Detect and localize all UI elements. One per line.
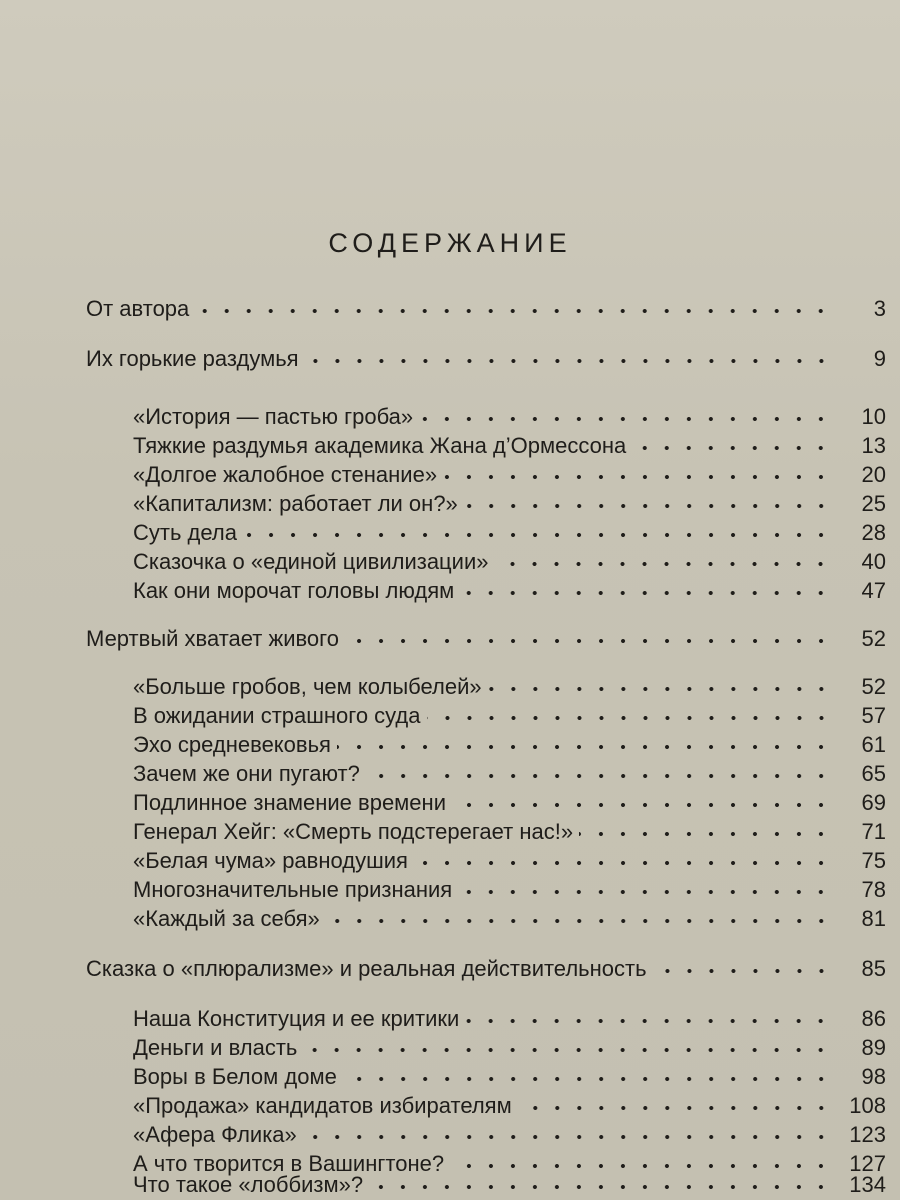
dot-leader xyxy=(303,1045,832,1055)
dot-leader xyxy=(366,771,832,781)
toc-page-number: 3 xyxy=(873,296,886,321)
toc-entry xyxy=(133,429,886,459)
dot-leader xyxy=(337,742,832,752)
dot-leader xyxy=(305,356,832,366)
toc-entry xyxy=(133,844,886,874)
toc-page-number: 123 xyxy=(849,1122,886,1147)
toc-entry xyxy=(86,622,886,652)
toc-page-number: 10 xyxy=(861,404,886,429)
toc-entry xyxy=(133,728,886,758)
toc-entry-label: «Афера Флика» xyxy=(133,1122,297,1147)
toc-page-number: 108 xyxy=(849,1093,886,1118)
toc-entry-label: Суть дела xyxy=(133,520,237,545)
toc-entry-label: От автора xyxy=(86,296,190,321)
toc-entry-label: Мертвый хватает живого xyxy=(86,626,339,651)
toc-entry xyxy=(133,1118,886,1148)
toc-page-number: 127 xyxy=(849,1151,886,1176)
toc-entry xyxy=(133,1031,886,1061)
dot-leader xyxy=(653,966,832,976)
toc-entry xyxy=(133,902,886,932)
toc-page-number: 52 xyxy=(861,674,886,699)
toc-page-number: 78 xyxy=(861,877,886,902)
dot-leader xyxy=(195,306,832,316)
dot-leader xyxy=(488,684,832,694)
toc-entry xyxy=(133,786,886,816)
toc-page-number: 86 xyxy=(861,1006,886,1031)
dot-leader xyxy=(369,1182,832,1192)
toc-entry-label: Эхо средневековья xyxy=(133,732,331,757)
toc-page-number: 75 xyxy=(861,848,886,873)
dot-leader xyxy=(464,501,832,511)
toc-entry xyxy=(133,1168,886,1198)
toc-page-number: 28 xyxy=(861,520,886,545)
toc-entry-label: Деньги и власть xyxy=(133,1035,298,1060)
toc-entry-label: «История — пастью гроба» xyxy=(133,404,414,429)
toc-entry xyxy=(133,458,886,488)
toc-entry xyxy=(133,516,886,546)
toc-entry xyxy=(86,342,886,372)
dot-leader xyxy=(427,713,832,723)
dot-leader xyxy=(579,829,832,839)
toc-page-number: 71 xyxy=(861,819,886,844)
toc-entry xyxy=(133,757,886,787)
dot-leader xyxy=(443,472,832,482)
toc-entry xyxy=(133,699,886,729)
dot-leader xyxy=(303,1132,832,1142)
toc-page-number: 65 xyxy=(861,761,886,786)
dot-leader xyxy=(343,1074,832,1084)
toc-entry-label: Многозначительные признания xyxy=(133,877,453,902)
toc-page-number: 40 xyxy=(861,549,886,574)
dot-leader xyxy=(465,1016,832,1026)
toc-page-number: 25 xyxy=(861,491,886,516)
dot-leader xyxy=(518,1103,832,1113)
toc-page-number: 89 xyxy=(861,1035,886,1060)
dot-leader xyxy=(326,916,832,926)
toc-entry-label: Что такое «лоббизм»? xyxy=(133,1172,364,1197)
dot-leader xyxy=(632,443,832,453)
toc-entry xyxy=(133,873,886,903)
toc-entry-label: А что творится в Вашингтоне? xyxy=(133,1151,445,1176)
toc-entry xyxy=(133,815,886,845)
toc-page-number: 57 xyxy=(861,703,886,728)
toc-page-number: 85 xyxy=(861,956,886,981)
toc-entry xyxy=(133,1002,886,1032)
toc-page-number: 69 xyxy=(861,790,886,815)
toc-entry-label: «Белая чума» равнодушия xyxy=(133,848,408,873)
toc-entry xyxy=(133,400,886,430)
toc-entry-label: В ожидании страшного суда xyxy=(133,703,421,728)
toc-page-number: 13 xyxy=(861,433,886,458)
toc-entry-label: «Каждый за себя» xyxy=(133,906,320,931)
toc-entry xyxy=(86,952,886,982)
toc-title: СОДЕРЖАНИЕ xyxy=(328,228,572,258)
toc-entry xyxy=(86,292,886,322)
toc-entry xyxy=(133,545,886,575)
toc-page-number: 9 xyxy=(873,346,886,371)
toc-entry-label: Сказка о «плюрализме» и реальная действительность xyxy=(86,956,647,981)
toc-entry-label: Зачем же они пугают? xyxy=(133,761,360,786)
dot-leader xyxy=(494,559,832,569)
toc-entry-label: Как они морочат головы людям xyxy=(133,578,455,603)
toc-entry xyxy=(133,574,886,604)
toc-entry xyxy=(133,1089,886,1119)
toc-page-number: 20 xyxy=(861,462,886,487)
toc-page-number: 47 xyxy=(861,578,886,603)
toc-entry xyxy=(133,1060,886,1090)
toc-entry-label: «Капитализм: работает ли он?» xyxy=(133,491,458,516)
toc-page-number: 81 xyxy=(861,906,886,931)
toc-page-number: 61 xyxy=(861,732,886,757)
dot-leader xyxy=(243,530,832,540)
dot-leader xyxy=(452,800,832,810)
toc-entry-label: Подлинное знамение времени xyxy=(133,790,446,815)
toc-entry-label: Сказочка о «единой цивилизации» xyxy=(133,549,489,574)
toc-entry-label: Воры в Белом доме xyxy=(133,1064,337,1089)
toc-entry-label: Тяжкие раздумья академика Жана д’Ормессона xyxy=(133,433,627,458)
dot-leader xyxy=(345,636,832,646)
dot-leader xyxy=(419,414,832,424)
toc-page-number: 98 xyxy=(861,1064,886,1089)
dot-leader xyxy=(458,887,832,897)
toc-entry-label: Генерал Хейг: «Смерть подстерегает нас!» xyxy=(133,819,574,844)
toc-page-number: 52 xyxy=(861,626,886,651)
dot-leader xyxy=(460,588,832,598)
dot-leader xyxy=(414,858,832,868)
toc-entry-label: «Больше гробов, чем колыбелей» xyxy=(133,674,482,699)
toc-entry xyxy=(133,670,886,700)
toc-entry-label: Их горькие раздумья xyxy=(86,346,299,371)
toc-entry-label: «Продажа» кандидатов избирателям xyxy=(133,1093,512,1118)
toc-page-number: 134 xyxy=(849,1172,886,1197)
toc-entry-label: Наша Конституция и ее критики xyxy=(133,1006,460,1031)
toc-entry xyxy=(133,487,886,517)
toc-entry-label: «Долгое жалобное стенание» xyxy=(133,462,438,487)
